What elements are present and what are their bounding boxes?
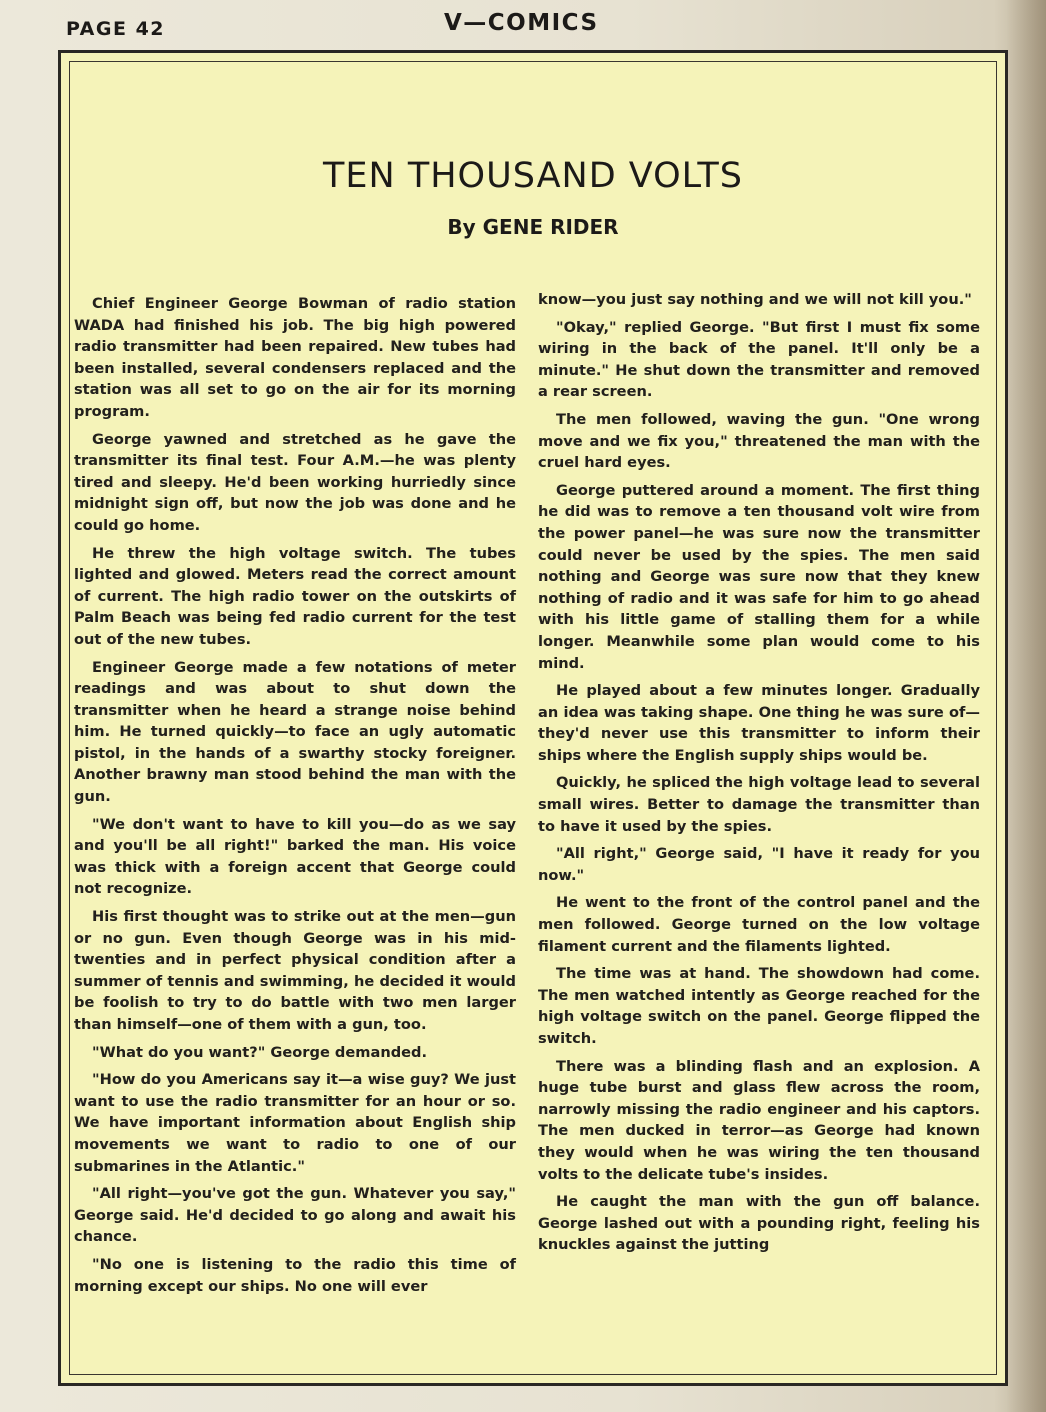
paragraph: The time was at hand. The showdown had come. The men watched intently as George reached for the high voltage switch on the panel. George flipped the switch. [538, 965, 980, 1047]
paragraph: "How do you Americans say it—a wise guy? We just want to use the radio transmitter for an hour or so. We have important information about English ship movements we want to radio to one of our submarines in the Atlantic." [74, 1071, 516, 1175]
paragraph: He threw the high voltage switch. The tubes lighted and glowed. Meters read the correct amount of current. The high radio tower on the outskirts of Palm Beach was being fed radio current for the test out of the new tubes. [74, 544, 516, 648]
paragraph: "No one is listening to the radio this time of morning except our ships. No one will ever [74, 1255, 516, 1295]
paragraph: "Okay," replied George. "But first I must fix some wiring in the back of the panel. It'll only be a minute." He shut down the transmitter and removed a rear screen. [538, 318, 980, 401]
paragraph: know—you just say nothing and we will not kill you." [538, 291, 972, 308]
paragraph: Quickly, he spliced the high voltage lead to several small wires. Better to damage the transmitter than to have it used by the spies. [538, 774, 980, 835]
paragraph: Chief Engineer George Bowman of radio station WADA had finished his job. The big high powered radio transmitter had been repaired. New tubes had been installed, several condensers replaced and the station was all set to go on the air for its morning program. [74, 295, 516, 420]
paragraph: "We don't want to have to kill you—do as we say and you'll be all right!" barked the man. His voice was thick with a foreign accent that George could not recognize. [74, 815, 516, 898]
story-panel [58, 50, 1008, 1386]
paragraph: "All right," George said, "I have it ready for you now." [538, 845, 980, 884]
paragraph: "What do you want?" George demanded. [92, 1043, 428, 1061]
paragraph: The men followed, waving the gun. "One wrong move and we fix you," threatened the man with the cruel hard eyes. [538, 410, 980, 472]
paragraph: He caught the man with the gun off balance. George lashed out with a pounding right, feeling his knuckles against the jutting [538, 1193, 980, 1254]
paragraph: George yawned and stretched as he gave the transmitter its final test. Four A.M.—he was plenty tired and sleepy. He'd been working hurriedly since midnight sign off, but now the job was done and he could go home. [74, 430, 516, 534]
paragraph: Engineer George made a few notations of meter readings and was about to shut down the transmitter when he heard a strange noise behind him. He turned quickly—to face an ugly automatic pistol, in the hands of a swarthy stocky foreigner. Another brawny man stood behind the man with the gun. [74, 658, 516, 806]
left-column [74, 293, 516, 1303]
paragraph: His first thought was to strike out at the men—gun or no gun. Even though George was in his mid-twenties and in perfect physical condition after a summer of tennis and swimming, he decided it would be foolish to try to do battle with two men larger than himself—one of them with a gun, too. [74, 908, 516, 1033]
right-column [538, 289, 980, 1262]
paragraph: George puttered around a moment. The first thing he did was to remove a ten thousand volt wire from the power panel—he was sure now the transmitter could never be used by the spies. The men said nothing and George was sure now that they knew nothing of radio and it was safe for him to go ahead with his little game of stalling them for a while longer. Meanwhile some plan would come to his mind. [538, 481, 980, 672]
story-title: TEN THOUSAND VOLTS [323, 156, 743, 196]
magazine-title: V—COMICS [444, 10, 599, 36]
paragraph: "All right—you've got the gun. Whatever you say," George said. He'd decided to go along and await his chance. [74, 1185, 516, 1246]
paragraph: He went to the front of the control panel and the men followed. George turned on the low voltage filament current and the filaments lighted. [538, 894, 980, 955]
page-header [66, 10, 996, 46]
page-number: PAGE 42 [66, 18, 166, 40]
paragraph: There was a blinding flash and an explosion. A huge tube burst and glass flew across the room, narrowly missing the radio engineer and his captors. The men ducked in terror—as George had known they would when he was wiring the ten thousand volts to the delicate tube's insides. [538, 1057, 980, 1183]
paragraph: He played about a few minutes longer. Gradually an idea was taking shape. One thing he was sure of—they'd never use this transmitter to inform their ships where the English supply ships would be. [538, 682, 980, 764]
page-gutter-shadow [1006, 0, 1046, 1412]
story-byline: By GENE RIDER [447, 215, 619, 239]
